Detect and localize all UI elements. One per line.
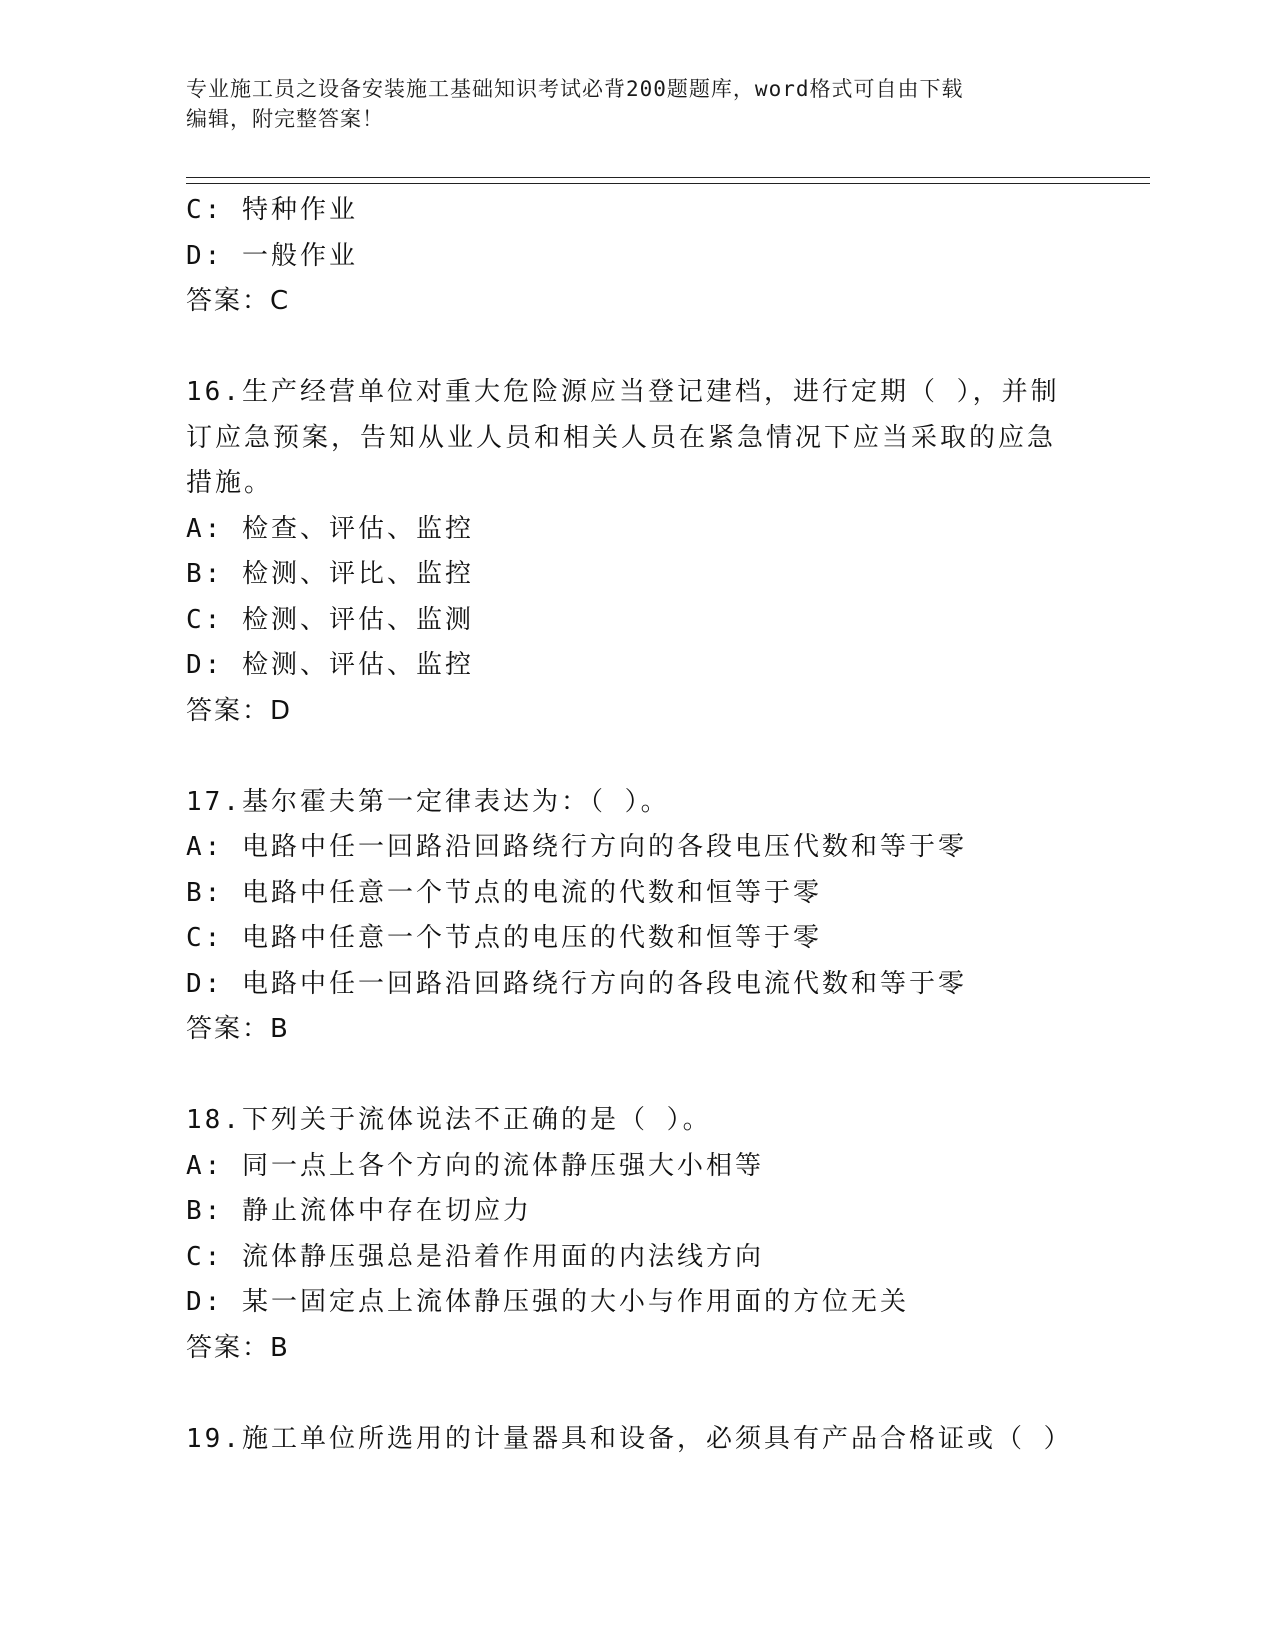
option-d: D: 某一固定点上流体静压强的大小与作用面的方位无关: [186, 1287, 909, 1317]
option-d: D: 电路中任一回路沿回路绕行方向的各段电流代数和等于零: [186, 968, 967, 999]
question-stem-line: 16.生产经营单位对重大危险源应当登记建档，进行定期（ ），并制: [186, 377, 1060, 407]
option-a: A: 同一点上各个方向的流体静压强大小相等: [186, 1150, 764, 1181]
option-c: C: 检测、评估、监测: [186, 604, 474, 635]
option-c: C: 电路中任意一个节点的电压的代数和恒等于零: [186, 923, 822, 953]
option-c: C: 特种作业: [186, 195, 358, 225]
question-content: [186, 188, 1086, 1462]
answer-line: 答案：D: [186, 695, 293, 726]
question-17: [186, 780, 1086, 1053]
option-b: B: 静止流体中存在切应力: [186, 1196, 532, 1226]
document-header: [186, 74, 1066, 134]
question-stem-line: 措施。: [186, 468, 274, 498]
question-16: [186, 370, 1086, 734]
question-19: [186, 1417, 1086, 1463]
answer-line: 答案：B: [186, 1332, 290, 1363]
answer-line: 答案：B: [186, 1014, 290, 1044]
option-b: B: 电路中任意一个节点的电流的代数和恒等于零: [186, 877, 822, 908]
option-d: D: 一般作业: [186, 240, 358, 271]
answer-line: 答案：C: [186, 286, 291, 316]
option-c: C: 流体静压强总是沿着作用面的内法线方向: [186, 1241, 764, 1272]
option-d: D: 检测、评估、监控: [186, 650, 474, 680]
option-b: B: 检测、评比、监控: [186, 559, 474, 589]
question-stem-line: 订应急预案，告知从业人员和相关人员在紧急情况下应当采取的应急: [186, 422, 1057, 453]
question-15-tail: [186, 188, 1086, 325]
header-divider: [186, 177, 1150, 184]
question-stem-line: 17.基尔霍夫第一定律表达为：（ ）。: [186, 786, 670, 817]
header-title-line1: 专业施工员之设备安装施工基础知识考试必背200题题库，word格式可自由下载: [186, 77, 964, 101]
header-title-line2: 编辑，附完整答案！: [186, 107, 384, 131]
question-stem-line: 19.施工单位所选用的计量器具和设备，必须具有产品合格证或（ ）: [186, 1423, 1073, 1454]
option-a: A: 电路中任一回路沿回路绕行方向的各段电压代数和等于零: [186, 832, 967, 862]
question-stem-line: 18.下列关于流体说法不正确的是（ ）。: [186, 1105, 712, 1135]
question-18: [186, 1098, 1086, 1371]
option-a: A: 检查、评估、监控: [186, 513, 474, 544]
